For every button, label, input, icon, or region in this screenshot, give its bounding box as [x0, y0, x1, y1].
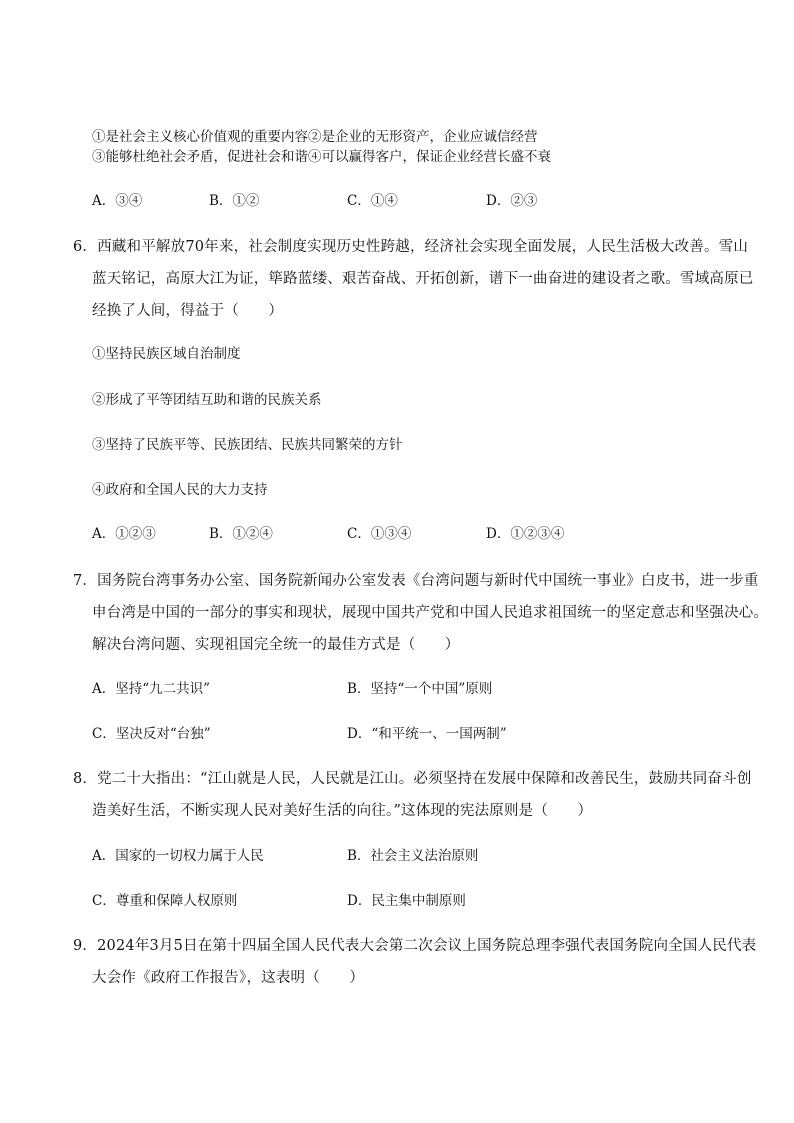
q5-option-c: C．①④	[347, 193, 398, 209]
q8-stem-line-2: 造美好生活，不断实现人民对美好生活的向往。”这体现的宪法原则是（ ）	[92, 803, 593, 819]
q6-statement-4: ④政府和全国人民的大力支持	[92, 482, 268, 498]
q7-stem-line-3: 解决台湾问题、实现祖国完全统一的最佳方式是（ ）	[92, 637, 460, 653]
q6-option-b: B．①②④	[209, 526, 273, 542]
q6-stem-line-2: 蓝天铭记，高原大江为证，筚路蓝缕、艰苦奋战、开拓创新，谱下一曲奋进的建设者之歌。雪域高原已	[92, 271, 754, 287]
q7-option-b: B．坚持“一个中国”原则	[347, 681, 493, 697]
q8-option-c: C．尊重和保障人权原则	[92, 893, 238, 909]
q8-stem-line-1: 8．党二十大指出：“江山就是人民，人民就是江山。必须坚持在发展中保障和改善民生，鼓励共同奋斗创	[73, 771, 752, 787]
q9-stem-line-2: 大会作《政府工作报告》，这表明（ ）	[92, 970, 365, 986]
q5-statement-1: ①是社会主义核心价值观的重要内容②是企业的无形资产，企业应诚信经营	[92, 129, 538, 145]
q8-option-a: A．国家的一切权力属于人民	[92, 848, 264, 864]
q7-stem-line-2: 申台湾是中国的一部分的事实和现状，展现中国共产党和中国人民追求祖国统一的坚定意志和坚强决心。	[92, 605, 769, 621]
q6-stem-line-3: 经换了人间，得益于（ ）	[92, 303, 284, 319]
q6-option-c: C．①③④	[347, 526, 412, 542]
q7-option-d: D．“和平统一、一国两制”	[347, 726, 507, 742]
q7-option-c: C．坚决反对“台独”	[92, 726, 211, 742]
q6-option-a: A．①②③	[92, 526, 156, 542]
q6-stem-line-1: 6．西藏和平解放70年来，社会制度实现历史性跨越，经济社会实现全面发展，人民生活极大改善。雪山	[73, 239, 749, 255]
q6-statement-2: ②形成了平等团结互助和谐的民族关系	[92, 392, 322, 408]
q9-stem-line-1: 9．2024年3月5日在第十四届全国人民代表大会第二次会议上国务院总理李强代表国务院向全国人民代表	[73, 938, 757, 954]
q5-option-a: A．③④	[92, 193, 143, 209]
q7-option-a: A．坚持“九二共识”	[92, 681, 211, 697]
q6-statement-3: ③坚持了民族平等、民族团结、民族共同繁荣的方针	[92, 437, 403, 453]
q8-option-b: B．社会主义法治原则	[347, 848, 479, 864]
q7-stem-line-1: 7．国务院台湾事务办公室、国务院新闻办公室发表《台湾问题与新时代中国统一事业》白皮书，进一步重	[73, 573, 759, 589]
q5-option-b: B．①②	[209, 193, 260, 209]
q5-option-d: D．②③	[486, 193, 538, 209]
q6-statement-1: ①坚持民族区域自治制度	[92, 346, 241, 362]
q6-option-d: D．①②③④	[486, 526, 565, 542]
q8-option-d: D．民主集中制原则	[347, 893, 466, 909]
q5-statement-2: ③能够杜绝社会矛盾，促进社会和谐④可以赢得客户，保证企业经营长盛不衰	[92, 149, 551, 165]
